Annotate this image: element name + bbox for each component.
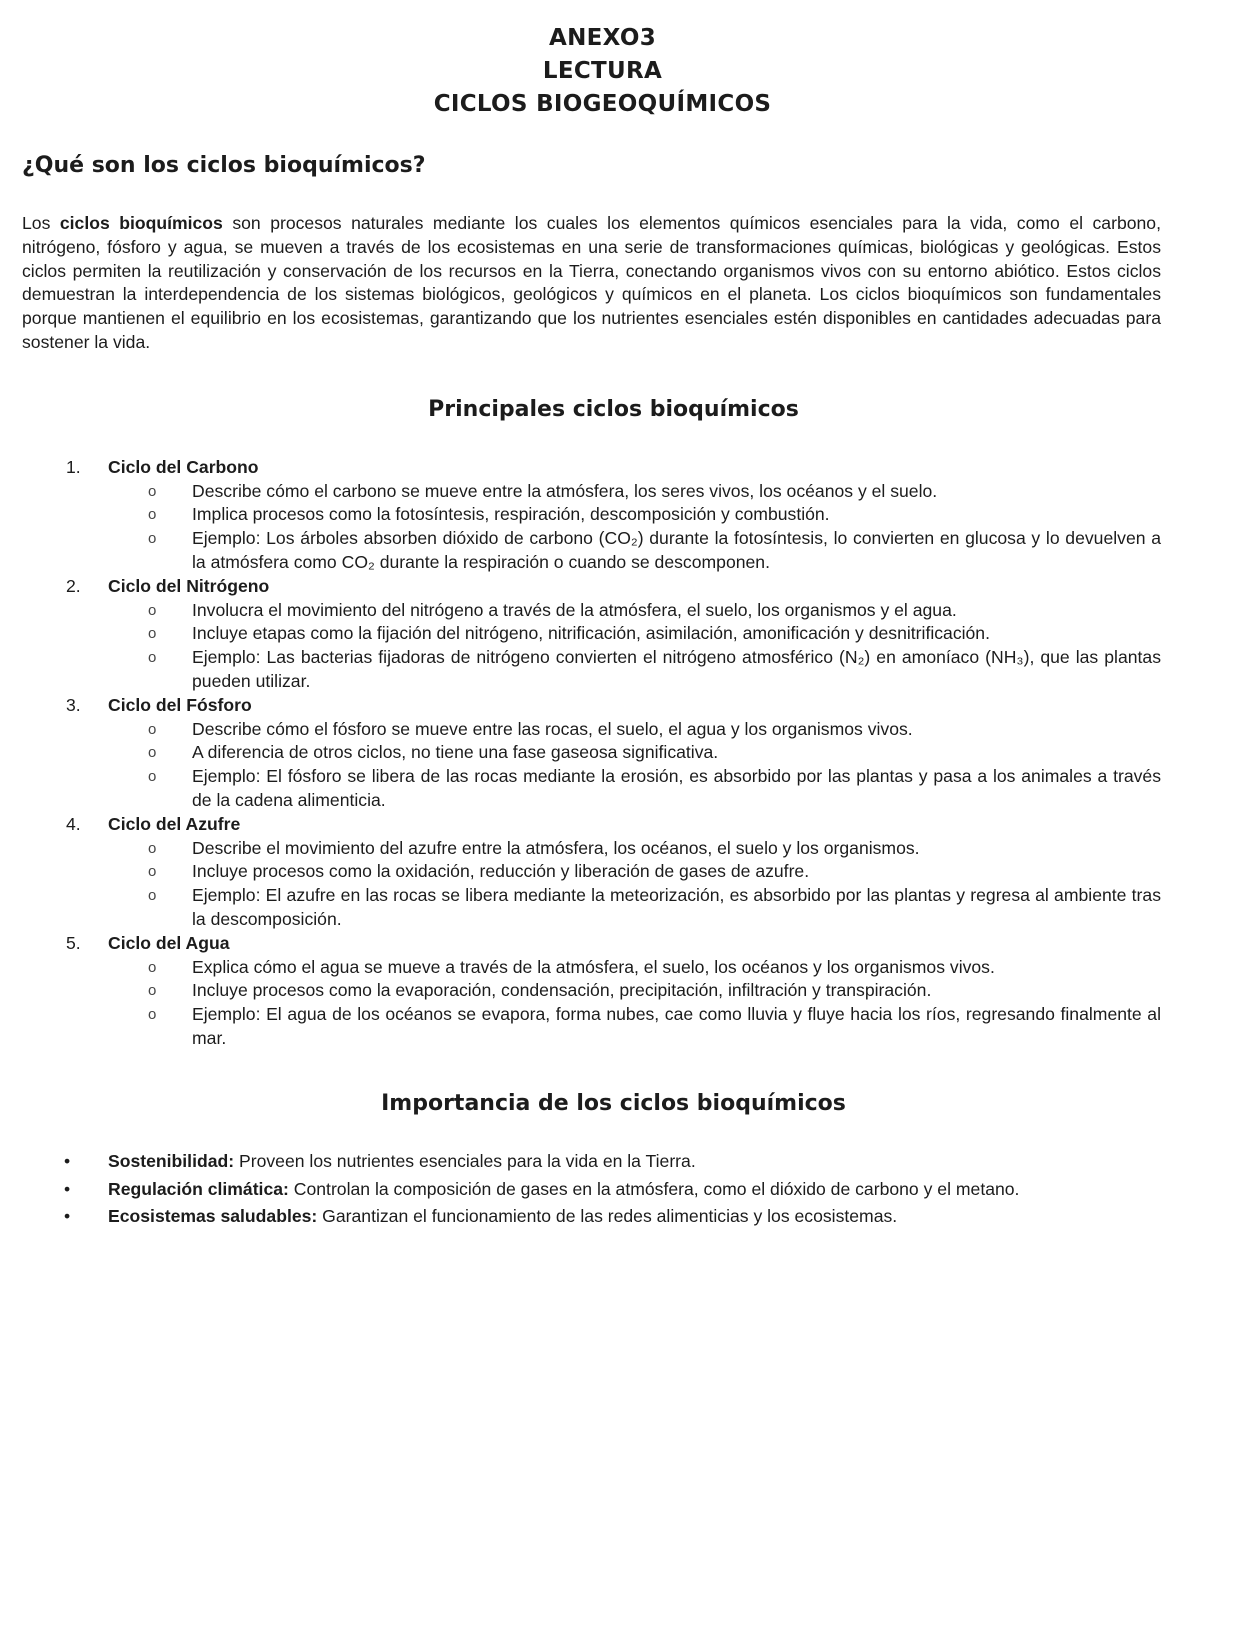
importance-text: Controlan la composición de gases en la atmósfera, como el dióxido de carbono y el metano. xyxy=(288,1178,1020,1199)
cycle-point xyxy=(148,956,1161,980)
hollow-bullet-icon: o xyxy=(148,958,157,976)
cycle-point xyxy=(148,622,1161,646)
cycle-item xyxy=(22,932,1161,1051)
hollow-bullet-icon: o xyxy=(148,720,157,738)
cycle-point xyxy=(148,860,1161,884)
cycle-point-text: Describe el movimiento del azufre entre la atmósfera, los océanos, el suelo y los organismos. xyxy=(192,837,920,858)
cycle-point xyxy=(148,480,1161,504)
importance-item xyxy=(64,1205,1161,1229)
intro-lead: Los xyxy=(22,213,60,233)
document-header xyxy=(22,22,1161,121)
cycle-number: 1. xyxy=(66,456,81,477)
cycle-name: Ciclo del Azufre xyxy=(108,813,241,834)
cycle-number: 5. xyxy=(66,932,81,953)
hollow-bullet-icon: o xyxy=(148,601,157,619)
hollow-bullet-icon: o xyxy=(148,625,157,643)
cycle-name: Ciclo del Agua xyxy=(108,932,230,953)
cycle-item xyxy=(22,694,1161,813)
cycle-point xyxy=(148,741,1161,765)
cycle-item xyxy=(22,813,1161,932)
reading-label: LECTURA xyxy=(542,58,663,84)
cycle-point xyxy=(148,979,1161,1003)
intro-question: ¿Qué son los ciclos bioquímicos? xyxy=(22,153,426,178)
cycle-item xyxy=(22,456,1161,575)
hollow-bullet-icon: o xyxy=(148,863,157,881)
cycle-name: Ciclo del Fósforo xyxy=(108,694,252,715)
cycle-item xyxy=(22,575,1161,694)
cycle-point xyxy=(148,503,1161,527)
cycle-number: 3. xyxy=(66,694,81,715)
intro-paragraph xyxy=(22,212,1161,355)
cycle-point-text: Involucra el movimiento del nitrógeno a través de la atmósfera, el suelo, los organismos y el agua. xyxy=(192,599,957,620)
cycle-point-text: Ejemplo: El fósforo se libera de las rocas mediante la erosión, es absorbido por las plantas y pasa a los animales a través de la cadena alimenticia. xyxy=(192,766,1161,810)
cycle-point-text: Incluye etapas como la fijación del nitrógeno, nitrificación, asimilación, amonificación y desnitrificación. xyxy=(192,623,990,644)
importance-item xyxy=(64,1178,1161,1202)
intro-body: son procesos naturales mediante los cuales los elementos químicos esenciales para la vida, como el carbono, nitrógeno, fósforo y agua, se mueven a través de los ecosistemas en una serie de transformaciones químicas, biológicas y geológicas. Estos ciclos permiten la reutilización y conservación de los recursos en la Tierra, conectando organismos vivos con su entorno abiótico. Estos ciclos demuestran la interdependencia de los sistemas biológicos, geológicos y químicos en el planeta. Los ciclos bioquímicos son fundamentales porque mantienen el equilibrio en los ecosistemas, garantizando que los nutrientes esenciales estén disponibles en cantidades adecuadas para sostener la vida. xyxy=(22,213,1161,352)
importance-item xyxy=(64,1150,1161,1174)
cycle-point-text: A diferencia de otros ciclos, no tiene una fase gaseosa significativa. xyxy=(192,742,719,763)
cycle-point-text: Incluye procesos como la oxidación, reducción y liberación de gases de azufre. xyxy=(192,861,810,882)
cycle-point-text: Ejemplo: Los árboles absorben dióxido de carbono (CO₂) durante la fotosíntesis, lo convierten en glucosa y lo devuelven a la atmósfera como CO₂ durante la respiración o cuando se descomponen. xyxy=(192,528,1161,572)
cycle-points xyxy=(108,480,1161,575)
bullet-icon: • xyxy=(64,1206,71,1227)
cycle-name: Ciclo del Carbono xyxy=(108,456,259,477)
cycle-point xyxy=(148,718,1161,742)
annex-label: ANEXO3 xyxy=(548,25,657,51)
cycle-points xyxy=(108,599,1161,694)
importance-text: Proveen los nutrientes esenciales para la vida en la Tierra. xyxy=(234,1150,696,1171)
principal-cycles-title: Principales ciclos bioquímicos xyxy=(428,396,799,422)
cycle-point xyxy=(148,1003,1161,1051)
cycle-point-text: Incluye procesos como la evaporación, condensación, precipitación, infiltración y transpiración. xyxy=(192,980,932,1001)
cycle-point xyxy=(148,837,1161,861)
cycle-point-text: Ejemplo: El azufre en las rocas se libera mediante la meteorización, es absorbido por las plantas y regresa al ambiente tras la descomposición. xyxy=(192,885,1161,929)
hollow-bullet-icon: o xyxy=(148,530,157,548)
cycle-points xyxy=(108,956,1161,1051)
importance-term: Sostenibilidad: xyxy=(108,1150,235,1171)
intro-term: ciclos bioquímicos xyxy=(59,213,223,233)
document-title: CICLOS BIOGEOQUÍMICOS xyxy=(433,91,772,117)
bullet-icon: • xyxy=(64,1150,71,1171)
cycle-point xyxy=(148,765,1161,813)
cycle-point-text: Ejemplo: El agua de los océanos se evapora, forma nubes, cae como lluvia y fluye hacia los ríos, regresando finalmente al mar. xyxy=(192,1004,1161,1048)
cycle-point xyxy=(148,646,1161,694)
importance-term: Regulación climática: xyxy=(108,1178,289,1199)
cycle-point-text: Describe cómo el fósforo se mueve entre las rocas, el suelo, el agua y los organismos vivos. xyxy=(192,718,913,739)
cycle-points xyxy=(108,837,1161,932)
cycle-number: 2. xyxy=(66,575,81,596)
cycle-number: 4. xyxy=(66,813,81,834)
hollow-bullet-icon: o xyxy=(148,982,157,1000)
hollow-bullet-icon: o xyxy=(148,744,157,762)
cycle-point-text: Ejemplo: Las bacterias fijadoras de nitrógeno convierten el nitrógeno atmosférico (N₂) en amoníaco (NH₃), que las plantas pueden utilizar. xyxy=(192,647,1161,691)
importance-list xyxy=(22,1150,1161,1229)
cycle-point-text: Implica procesos como la fotosíntesis, respiración, descomposición y combustión. xyxy=(192,504,830,525)
cycle-name: Ciclo del Nitrógeno xyxy=(108,575,270,596)
importance-text: Garantizan el funcionamiento de las redes alimenticias y los ecosistemas. xyxy=(317,1206,898,1227)
hollow-bullet-icon: o xyxy=(148,887,157,905)
cycle-points xyxy=(108,718,1161,813)
importance-title: Importancia de los ciclos bioquímicos xyxy=(381,1090,846,1116)
hollow-bullet-icon: o xyxy=(148,482,157,500)
bullet-icon: • xyxy=(64,1178,71,1199)
hollow-bullet-icon: o xyxy=(148,506,157,524)
cycle-point xyxy=(148,527,1161,575)
hollow-bullet-icon: o xyxy=(148,1006,157,1024)
cycle-point xyxy=(148,599,1161,623)
hollow-bullet-icon: o xyxy=(148,839,157,857)
cycle-point-text: Describe cómo el carbono se mueve entre la atmósfera, los seres vivos, los océanos y el suelo. xyxy=(192,480,938,501)
cycle-point-text: Explica cómo el agua se mueve a través de la atmósfera, el suelo, los océanos y los organismos vivos. xyxy=(192,956,995,977)
cycle-point xyxy=(148,884,1161,932)
hollow-bullet-icon: o xyxy=(148,649,157,667)
importance-term: Ecosistemas saludables: xyxy=(108,1206,318,1227)
cycles-list xyxy=(22,456,1161,1051)
hollow-bullet-icon: o xyxy=(148,768,157,786)
